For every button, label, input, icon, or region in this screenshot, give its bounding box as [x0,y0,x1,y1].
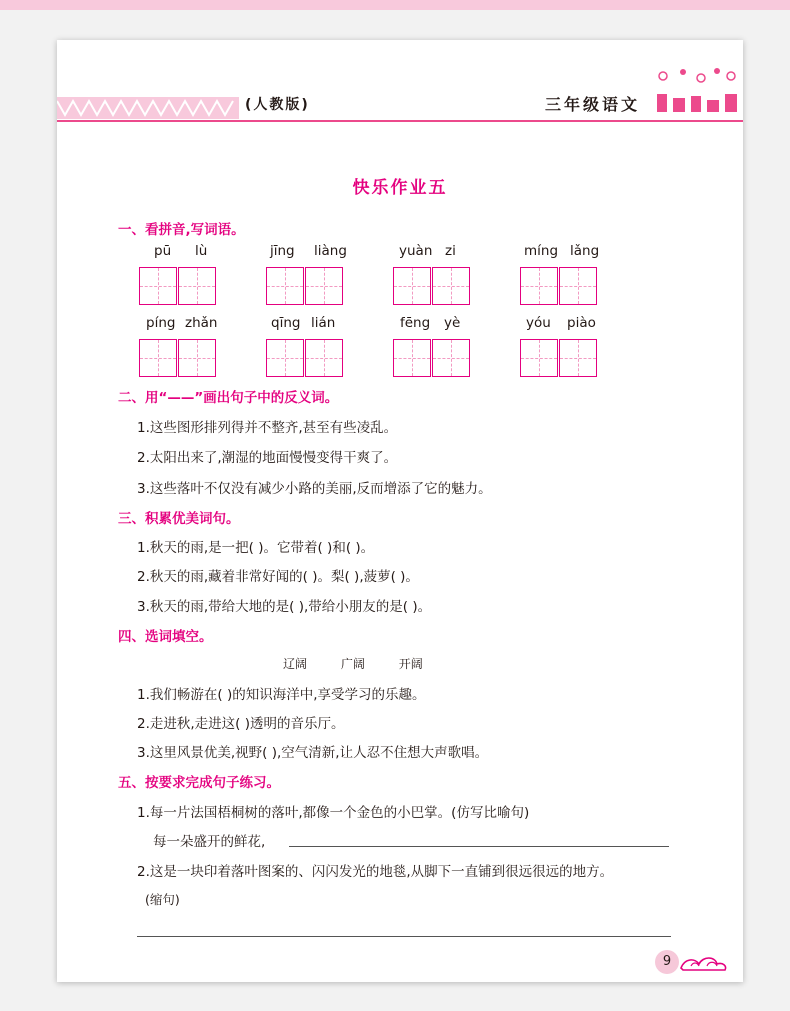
edition-label: (人教版) [245,97,310,113]
pinyin: fēng [400,315,431,331]
sentence-line: 1.每一片法国梧桐树的落叶,都像一个金色的小巴掌。(仿写比喻句) [137,805,530,821]
writing-box[interactable] [305,267,343,305]
word-choice: 开阔 [398,657,423,671]
page-title: 快乐作业五 [352,178,448,198]
imitation-prompt: 每一朵盛开的鲜花, [153,834,266,850]
section3-heading: 三、积累优美词句。 [118,511,240,527]
pinyin: lù [195,243,208,259]
page-number: 9 [655,950,679,974]
writing-box[interactable] [178,267,216,305]
pinyin: piào [567,315,596,331]
pinyin: qīng [271,315,301,331]
pinyin: yè [444,315,461,331]
writing-box[interactable] [432,339,470,377]
section5-heading: 五、按要求完成句子练习。 [118,775,280,791]
fill-blank-line: 3.这里风景优美,视野( ),空气清新,让人忍不住想大声歌唱。 [137,745,489,761]
pinyin: pū [154,243,172,259]
fill-blank-line: 2.秋天的雨,藏着非常好闻的( )。梨( ),菠萝( )。 [137,569,419,585]
sentence-line: 1.这些图形排列得并不整齐,甚至有些凌乱。 [137,420,398,436]
writing-box[interactable] [178,339,216,377]
pinyin: píng [146,315,176,331]
sentence-line: 3.这些落叶不仅没有减少小路的美丽,反而增添了它的魅力。 [137,481,492,497]
section1-heading: 一、看拼音,写词语。 [118,222,245,238]
pinyin: yóu [526,315,551,331]
writing-box[interactable] [432,267,470,305]
word-choice: 辽阔 [283,657,308,671]
pinyin: lián [311,315,336,331]
writing-box[interactable] [393,339,431,377]
writing-box[interactable] [139,267,177,305]
fill-blank-line: 2.走进秋,走进这( )透明的音乐厅。 [137,716,345,732]
flower-pots-icon [653,66,743,114]
pinyin: zi [445,243,456,259]
section2-heading: 二、用“——”画出句子中的反义词。 [118,390,339,406]
cloud-icon [677,952,729,976]
pinyin: liàng [314,243,347,259]
top-band [0,0,790,10]
fill-blank-line: 1.秋天的雨,是一把( )。它带着( )和( )。 [137,540,375,556]
worksheet-page [57,40,743,982]
writing-box[interactable] [520,267,558,305]
sentence-line: 2.太阳出来了,潮湿的地面慢慢变得干爽了。 [137,450,398,466]
writing-box[interactable] [559,267,597,305]
answer-line[interactable] [289,846,669,847]
header-rule [57,120,743,122]
answer-line[interactable] [137,936,671,937]
pinyin: jīng [270,243,295,259]
word-choice: 广阔 [340,657,365,671]
word-choices [283,655,453,672]
pinyin: zhǎn [185,315,218,331]
writing-box[interactable] [305,339,343,377]
pinyin: lǎng [570,243,600,259]
page-header [57,40,743,130]
grade-subject: 三年级语文 [545,95,641,114]
shorten-note: (缩句) [145,892,180,907]
section4-heading: 四、选词填空。 [118,629,213,645]
pinyin: míng [524,243,559,259]
fill-blank-line: 3.秋天的雨,带给大地的是( ),带给小朋友的是( )。 [137,599,432,615]
writing-box[interactable] [139,339,177,377]
sentence-line: 2.这是一块印着落叶图案的、闪闪发光的地毯,从脚下一直铺到很远很远的地方。 [137,864,614,880]
writing-box[interactable] [266,339,304,377]
writing-box[interactable] [266,267,304,305]
writing-box[interactable] [520,339,558,377]
writing-box[interactable] [559,339,597,377]
pinyin: yuàn [399,243,433,259]
writing-box[interactable] [393,267,431,305]
fill-blank-line: 1.我们畅游在( )的知识海洋中,享受学习的乐趣。 [137,687,426,703]
